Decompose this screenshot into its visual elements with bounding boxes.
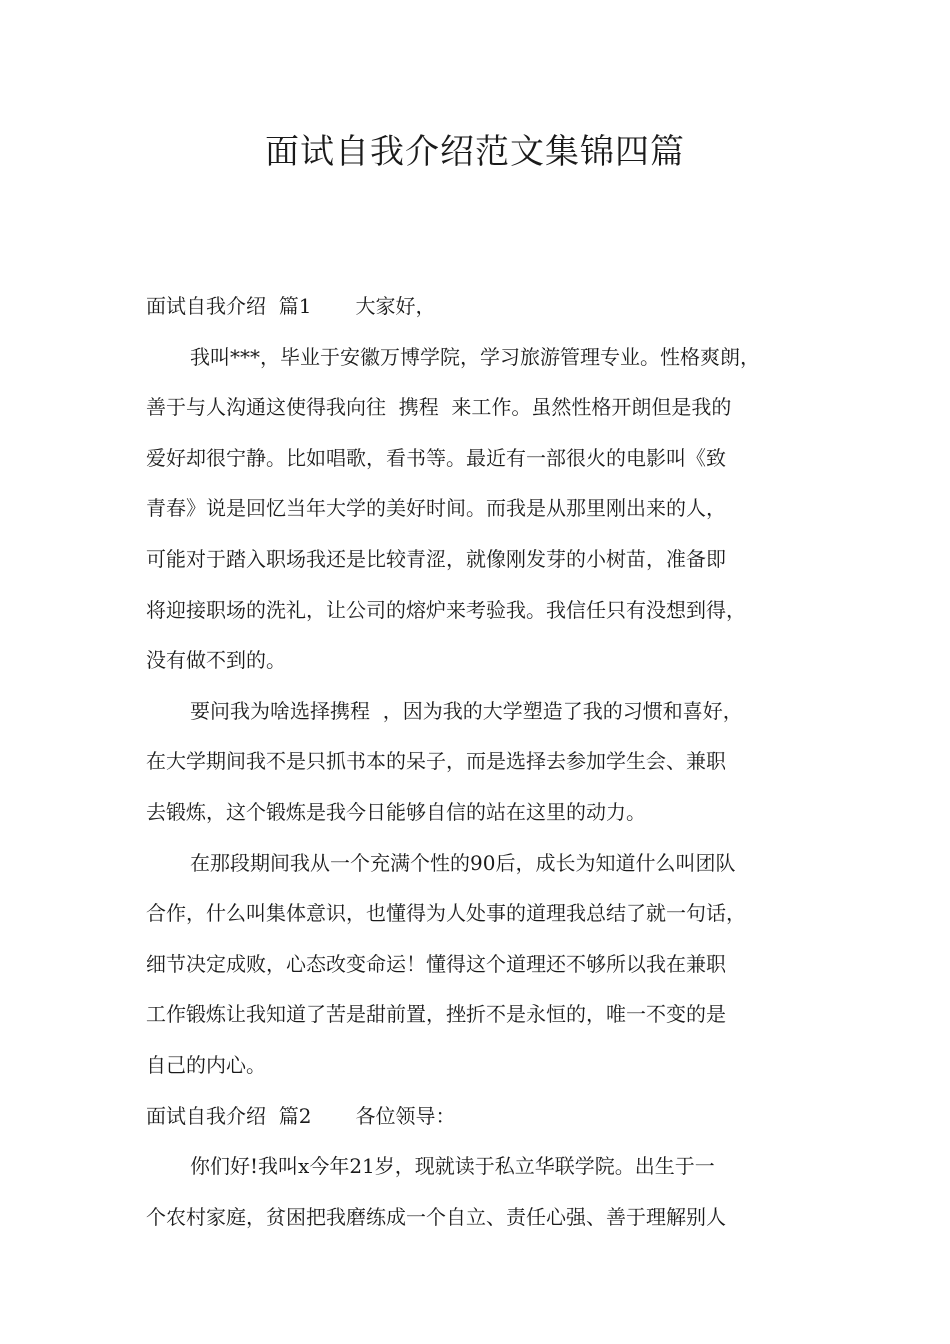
paragraph <box>146 686 826 838</box>
paragraph <box>146 332 826 686</box>
text-line: 去锻炼，这个锻炼是我今日能够自信的站在这里的动力。 <box>146 799 646 824</box>
section-heading <box>146 1091 826 1142</box>
section-label: 面试自我介绍 篇2 <box>146 1103 312 1128</box>
text-line: 我叫***，毕业于安徽万博学院，学习旅游管理专业。性格爽朗， <box>190 344 760 369</box>
text-line: 合作，什么叫集体意识，也懂得为人处事的道理我总结了就一句话， <box>146 901 746 926</box>
text-line: 细节决定成败，心态改变命运！懂得这个道理还不够所以我在兼职 <box>146 951 726 976</box>
document-title: 面试自我介绍范文集锦四篇 <box>265 132 685 172</box>
text-line: 在那段期间我从一个充满个性的90后，成长为知道什么叫团队 <box>190 850 736 875</box>
text-line: 自己的内心。 <box>146 1052 266 1077</box>
section-label: 面试自我介绍 篇1 <box>146 294 312 318</box>
text-line: 工作锻炼让我知道了苦是甜前置，挫折不是永恒的，唯一不变的是 <box>146 1002 726 1027</box>
text-line: 将迎接职场的洗礼，让公司的熔炉来考验我。我信任只有没想到得， <box>146 597 746 622</box>
section-heading <box>146 281 826 332</box>
text-line: 在大学期间我不是只抓书本的呆子，而是选择去参加学生会、兼职 <box>146 749 726 774</box>
paragraph <box>146 1141 826 1242</box>
text-line: 没有做不到的。 <box>146 648 286 673</box>
paragraph <box>146 838 826 1091</box>
text-line: 你们好!我叫x今年21岁，现就读于私立华联学院。出生于一 <box>190 1154 715 1179</box>
document-body <box>146 281 826 1242</box>
text-line: 青春》说是回忆当年大学的美好时间。而我是从那里刚出来的人， <box>146 496 726 521</box>
text-line: 可能对于踏入职场我还是比较青涩，就像刚发芽的小树苗，准备即 <box>146 546 726 571</box>
text-line: 善于与人沟通这使得我向往 携程 来工作。虽然性格开朗但是我的 <box>146 395 732 420</box>
text-line: 个农村家庭，贫困把我磨练成一个自立、责任心强、善于理解别人 <box>146 1204 726 1229</box>
section-greeting: 大家好， <box>355 294 436 318</box>
text-line: 要问我为啥选择携程 ，因为我的大学塑造了我的习惯和喜好， <box>190 698 743 723</box>
text-line: 爱好却很宁静。比如唱歌，看书等。最近有一部很火的电影叫《致 <box>146 445 726 470</box>
section-greeting: 各位领导： <box>355 1103 456 1128</box>
